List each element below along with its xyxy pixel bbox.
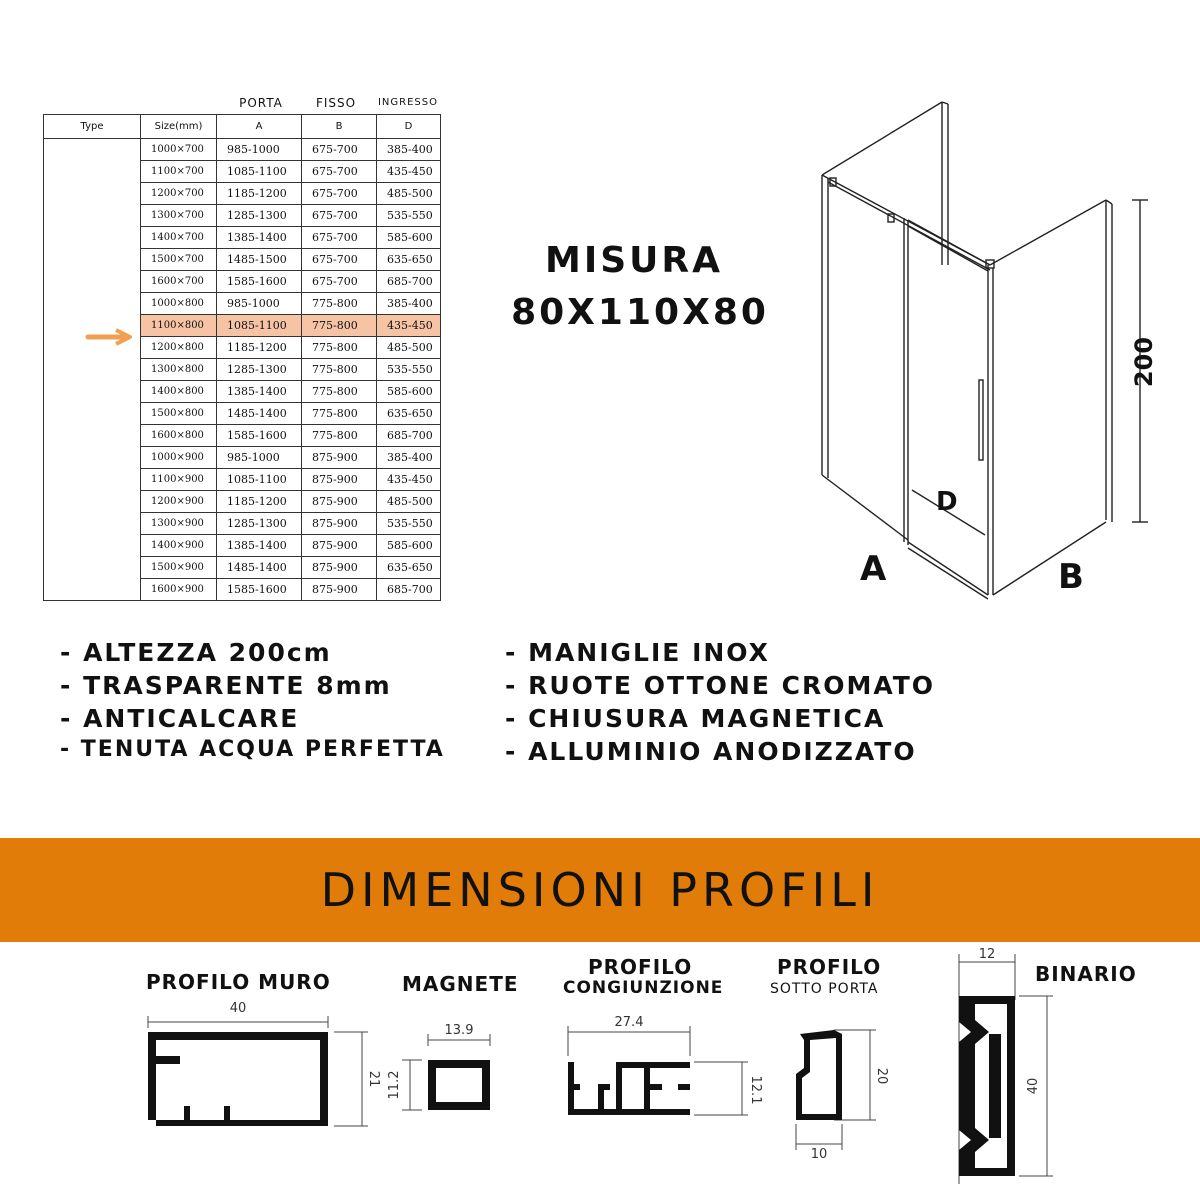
ingresso-cell: 385-400 [377,293,441,315]
magnete-title: MAGNETE [402,972,519,996]
size-cell: 1200×800 [141,337,217,359]
ingresso-cell: 535-550 [377,205,441,227]
porta-cell: 1385-1400 [217,381,302,403]
ingresso-cell: 685-700 [377,579,441,601]
header-size: Size(mm) [141,115,217,139]
header-type: Type [44,115,141,139]
fisso-cell: 875-900 [302,579,377,601]
porta-cell: 1585-1600 [217,579,302,601]
congiunzione-drawing [558,1012,763,1122]
fisso-cell: 875-900 [302,491,377,513]
banner-title: DIMENSIONI PROFILI [320,863,880,917]
fisso-cell: 875-900 [302,469,377,491]
size-cell: 1500×700 [141,249,217,271]
porta-cell: 1085-1100 [217,161,302,183]
binario-drawing [945,944,1065,1190]
feature-right-2: - RUOTE OTTONE CROMATO [505,671,936,700]
fisso-cell: 775-800 [302,293,377,315]
size-cell: 1000×800 [141,293,217,315]
col-group-fisso: FISSO [315,96,357,110]
size-cell: 1100×900 [141,469,217,491]
ingresso-cell: 435-450 [377,315,441,337]
size-table [43,114,441,601]
porta-cell: 1185-1200 [217,337,302,359]
table-row [44,139,441,161]
porta-cell: 1585-1600 [217,425,302,447]
porta-cell: 1085-1100 [217,315,302,337]
ingresso-cell: 635-650 [377,249,441,271]
congiunzione-title-2: CONGIUNZIONE [563,978,724,998]
fisso-cell: 675-700 [302,271,377,293]
congiunzione-height-label: 12.1 [748,1075,763,1105]
porta-cell: 1385-1400 [217,227,302,249]
fisso-cell: 675-700 [302,161,377,183]
muro-width-label: 40 [229,1001,247,1016]
porta-cell: 1585-1600 [217,271,302,293]
porta-cell: 985-1000 [217,293,302,315]
profilo-muro-drawing [138,996,381,1136]
profiles-banner [0,838,1200,942]
fisso-cell: 675-700 [302,227,377,249]
magnete-height-label: 11.2 [387,1070,402,1100]
fisso-cell: 775-800 [302,315,377,337]
size-cell: 1000×700 [141,139,217,161]
feature-right-1: - MANIGLIE INOX [505,638,770,667]
col-group-ingresso: INGRESSO [377,97,438,108]
dim-height-label: 200 [1130,336,1158,388]
ingresso-cell: 635-650 [377,403,441,425]
ingresso-cell: 485-500 [377,183,441,205]
fisso-cell: 675-700 [302,139,377,161]
size-cell: 1400×900 [141,535,217,557]
porta-cell: 1285-1300 [217,513,302,535]
porta-cell: 1485-1400 [217,557,302,579]
feature-right-3: - CHIUSURA MAGNETICA [505,704,886,733]
misura-size: 80X110X80 [511,292,769,333]
magnete-width-label: 13.9 [444,1023,474,1038]
congiunzione-width-label: 27.4 [614,1015,644,1030]
header-b: B [302,115,377,139]
porta-cell: 1085-1100 [217,469,302,491]
feature-left-4: - TENUTA ACQUA PERFETTA [60,737,445,762]
ingresso-cell: 435-450 [377,469,441,491]
ingresso-cell: 685-700 [377,425,441,447]
ingresso-cell: 585-600 [377,381,441,403]
binario-width-label: 12 [978,947,996,962]
ingresso-cell: 535-550 [377,513,441,535]
feature-left-3: - ANTICALCARE [60,704,300,733]
size-cell: 1600×700 [141,271,217,293]
size-cell: 1100×800 [141,315,217,337]
dim-a-label: A [860,549,887,589]
fisso-cell: 775-800 [302,403,377,425]
ingresso-cell: 385-400 [377,447,441,469]
ingresso-cell: 585-600 [377,535,441,557]
size-cell: 1400×800 [141,381,217,403]
porta-cell: 1185-1200 [217,183,302,205]
sotto-porta-title-2: SOTTO PORTA [770,981,879,997]
fisso-cell: 775-800 [302,337,377,359]
feature-right-4: - ALLUMINIO ANODIZZATO [505,737,917,766]
porta-cell: 1385-1400 [217,535,302,557]
porta-cell: 985-1000 [217,139,302,161]
ingresso-cell: 485-500 [377,337,441,359]
size-cell: 1200×700 [141,183,217,205]
fisso-cell: 675-700 [302,183,377,205]
size-cell: 1600×800 [141,425,217,447]
size-cell: 1100×700 [141,161,217,183]
size-cell: 1400×700 [141,227,217,249]
row-arrow-icon [86,327,138,347]
header-d: D [377,115,441,139]
profilo-muro-title: PROFILO MURO [146,970,331,994]
header-a: A [217,115,302,139]
binario-height-label: 40 [1026,1077,1041,1095]
fisso-cell: 875-900 [302,557,377,579]
size-cell: 1000×900 [141,447,217,469]
size-cell: 1200×900 [141,491,217,513]
fisso-cell: 875-900 [302,535,377,557]
porta-cell: 1285-1300 [217,359,302,381]
fisso-cell: 775-800 [302,359,377,381]
ingresso-cell: 385-400 [377,139,441,161]
type-cell [44,139,141,601]
magnete-drawing [387,1020,500,1120]
ingresso-cell: 435-450 [377,161,441,183]
ingresso-cell: 635-650 [377,557,441,579]
sotto-porta-height-label: 20 [874,1067,889,1085]
muro-height-label: 21 [366,1070,381,1088]
binario-title: BINARIO [1035,962,1137,986]
fisso-cell: 775-800 [302,381,377,403]
sotto-porta-title-1: PROFILO [777,955,882,979]
fisso-cell: 675-700 [302,249,377,271]
porta-cell: 985-1000 [217,447,302,469]
feature-left-2: - TRASPARENTE 8mm [60,671,392,700]
fisso-cell: 675-700 [302,205,377,227]
dim-d-label: D [936,487,958,517]
ingresso-cell: 485-500 [377,491,441,513]
size-cell: 1600×900 [141,579,217,601]
size-cell: 1500×900 [141,557,217,579]
size-cell: 1300×800 [141,359,217,381]
size-cell: 1500×800 [141,403,217,425]
ingresso-cell: 535-550 [377,359,441,381]
congiunzione-title-1: PROFILO [588,955,693,979]
dim-b-label: B [1058,557,1084,597]
fisso-cell: 875-900 [302,513,377,535]
ingresso-cell: 585-600 [377,227,441,249]
sotto-porta-width-label: 10 [810,1147,828,1162]
sotto-porta-drawing [786,1020,896,1160]
col-group-porta: PORTA [239,96,283,110]
feature-left-1: - ALTEZZA 200cm [60,638,332,667]
fisso-cell: 875-900 [302,447,377,469]
fisso-cell: 775-800 [302,425,377,447]
porta-cell: 1485-1500 [217,249,302,271]
porta-cell: 1285-1300 [217,205,302,227]
ingresso-cell: 685-700 [377,271,441,293]
misura-label: MISURA [545,240,723,281]
porta-cell: 1185-1200 [217,491,302,513]
size-cell: 1300×900 [141,513,217,535]
porta-cell: 1485-1400 [217,403,302,425]
shower-diagram [800,90,1180,610]
size-cell: 1300×700 [141,205,217,227]
